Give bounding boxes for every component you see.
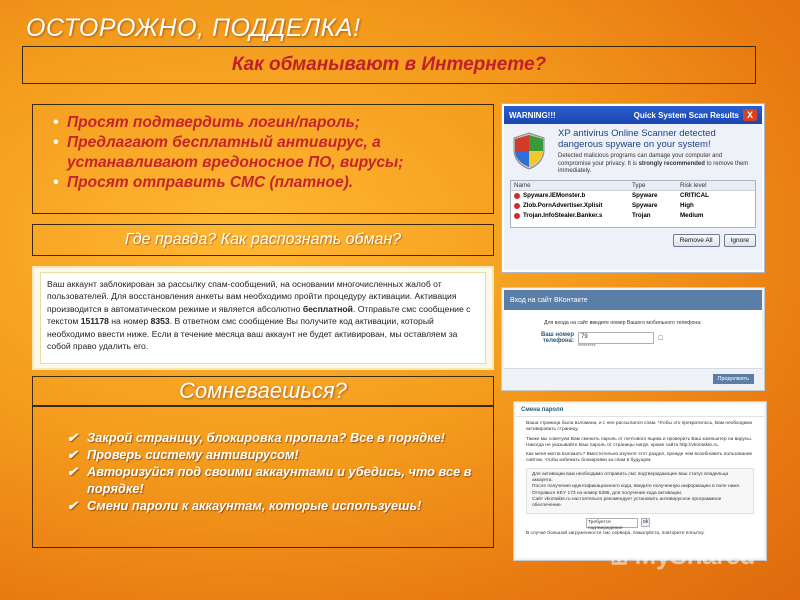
list-item: Отправьте KEY 173 на номер 5396, для получения кода активации. xyxy=(532,490,683,496)
tip-item: ✔ Закрой страницу, блокировка пропала? Все в порядке! xyxy=(67,429,485,446)
tips-box xyxy=(32,406,494,548)
tip-item: ✔ Авторизуйся под своими аккаунтами и убедись, что все в порядке! xyxy=(67,463,485,497)
activation-code-input[interactable]: Требуется подтверждение xyxy=(586,518,638,528)
slide-subtitle: Как обманывают в Интернете? xyxy=(231,54,547,75)
av-description: Detected malicious programs can damage your computer and compromise your privacy. It is strongly recommended to remove them immediately. xyxy=(558,153,749,174)
tip-item: ✔ Смени пароли к аккаунтам, которые используешь! xyxy=(67,497,485,514)
pw-intro: Ваша страница была взломана, и с нее рассылался спам. Чтобы это прекратилось, Вам необходимо активировать страницу. xyxy=(526,421,753,433)
table-row: Trojan.InfoStealer.Banker.s Trojan Medium xyxy=(511,211,755,221)
av-threat-table xyxy=(510,180,756,228)
warning-item: • Просят подтвердить логин/пароль; xyxy=(45,113,485,133)
shield-icon xyxy=(512,132,546,170)
question-heading: Где правда? Как распознать обман? xyxy=(124,231,402,248)
table-row: Zlob.PornAdvertiser.Xplisit Spyware High xyxy=(511,201,755,211)
av-headline: XP antivirus Online Scanner detected dangerous spyware on your system! xyxy=(558,128,716,150)
threat-icon xyxy=(514,213,520,219)
threat-icon xyxy=(514,193,520,199)
list-item: После получения идентификационного кода, введите полученную информацию в поле ниже. xyxy=(532,484,741,490)
remove-all-button[interactable]: Remove All xyxy=(673,234,720,247)
vk-header: Вход на сайт ВКонтакте xyxy=(504,290,762,310)
av-title-right: Quick System Scan Results xyxy=(633,110,739,120)
wm-logo-icon: ⊞ xyxy=(610,544,628,569)
fake-antivirus-screenshot xyxy=(502,104,764,272)
warning-item: • Просят отправить СМС (платное). xyxy=(45,173,485,193)
tips-list xyxy=(67,429,485,514)
warnings-list xyxy=(45,113,485,193)
pw-instructions xyxy=(526,468,754,514)
phone-mask: ********* xyxy=(578,344,596,350)
warnings-box xyxy=(32,104,494,214)
warning-item: • Предлагают бесплатный антивирус, а устанавливают вредоносное ПО, вирусы; xyxy=(45,133,485,173)
tip-item: ✔ Проверь систему антивирусом! xyxy=(67,446,485,463)
pw-header: Смена пароля xyxy=(516,404,764,417)
close-icon[interactable]: X xyxy=(743,109,757,121)
pw-paragraph: Также мы советуем Вам сменить пароль от почтового ящика и проверить Ваш компьютер на вирусы. Никогда не указывайте Ваш пароль от страницы нигде, кроме сайта http://vkontakte.ru. xyxy=(526,436,752,448)
scam-message-screenshot xyxy=(32,266,494,370)
av-title-left: WARNING!!! xyxy=(509,110,556,120)
ok-button[interactable]: ok xyxy=(642,519,649,526)
threat-icon xyxy=(514,203,520,209)
pw-paragraph: Как меня могли взломать? Вместительно изучите этот раздел, прежде чем возобновить пользование сайтом, чтобы избежать блокировки за спам в будущем. xyxy=(526,452,753,464)
table-header: Name Type Risk level xyxy=(511,181,755,191)
pw-footer-note: В случае большой загруженности смс сервера, пожалуйста, повторите попытку. xyxy=(526,530,705,536)
fake-vk-login-screenshot xyxy=(502,288,764,390)
watermark: ⊞ MyShared xyxy=(610,540,755,570)
checkbox-icon[interactable]: ☐ xyxy=(658,335,664,342)
ignore-button[interactable]: Ignore xyxy=(724,234,756,247)
slide-title: ОСТОРОЖНО, ПОДДЕЛКА! xyxy=(26,14,361,42)
table-row: Spyware.IEMonster.b Spyware CRITICAL xyxy=(511,191,755,201)
continue-button[interactable]: Продолжить xyxy=(713,374,754,384)
doubt-box xyxy=(32,376,494,406)
doubt-heading: Сомневаешься? xyxy=(179,378,347,403)
list-item: Для активации вам необходимо отправить смс подтверждающее ваш статус владельца аккаунта. xyxy=(532,471,729,484)
phone-input[interactable]: 79 xyxy=(578,332,654,344)
scam-message-panel xyxy=(40,272,486,364)
av-titlebar xyxy=(504,106,762,124)
phone-label: Ваш номер телефона: xyxy=(541,332,574,344)
subtitle-box xyxy=(22,46,756,84)
question-box xyxy=(32,224,494,256)
vk-note: Для входа на сайт введите номер Вашего мобильного телефона: xyxy=(544,320,702,326)
fake-password-change-screenshot xyxy=(514,402,766,560)
scam-message-text: Ваш аккаунт заблокирован за рассылку спам-сообщений, на основании многочисленных жалоб от пользователей. Для восстановления анкеты вам необходимо пройти процедуру активации. Активация производится в автоматическом режиме и является абсолютно бесплатной. Отправьте смс сообщение с текстом 151178 на номер 8353. В ответном смс сообщение Вы получите код активации, который необходимо ввести ниже. Если в течение месяца ваш аккаунт не будет активирован, мы оставляем за собой право удалить его. xyxy=(47,279,471,352)
list-item: Сайт vkontakte.ru настоятельно рекомендует установить антивирусное программное обеспечение. xyxy=(532,496,722,509)
